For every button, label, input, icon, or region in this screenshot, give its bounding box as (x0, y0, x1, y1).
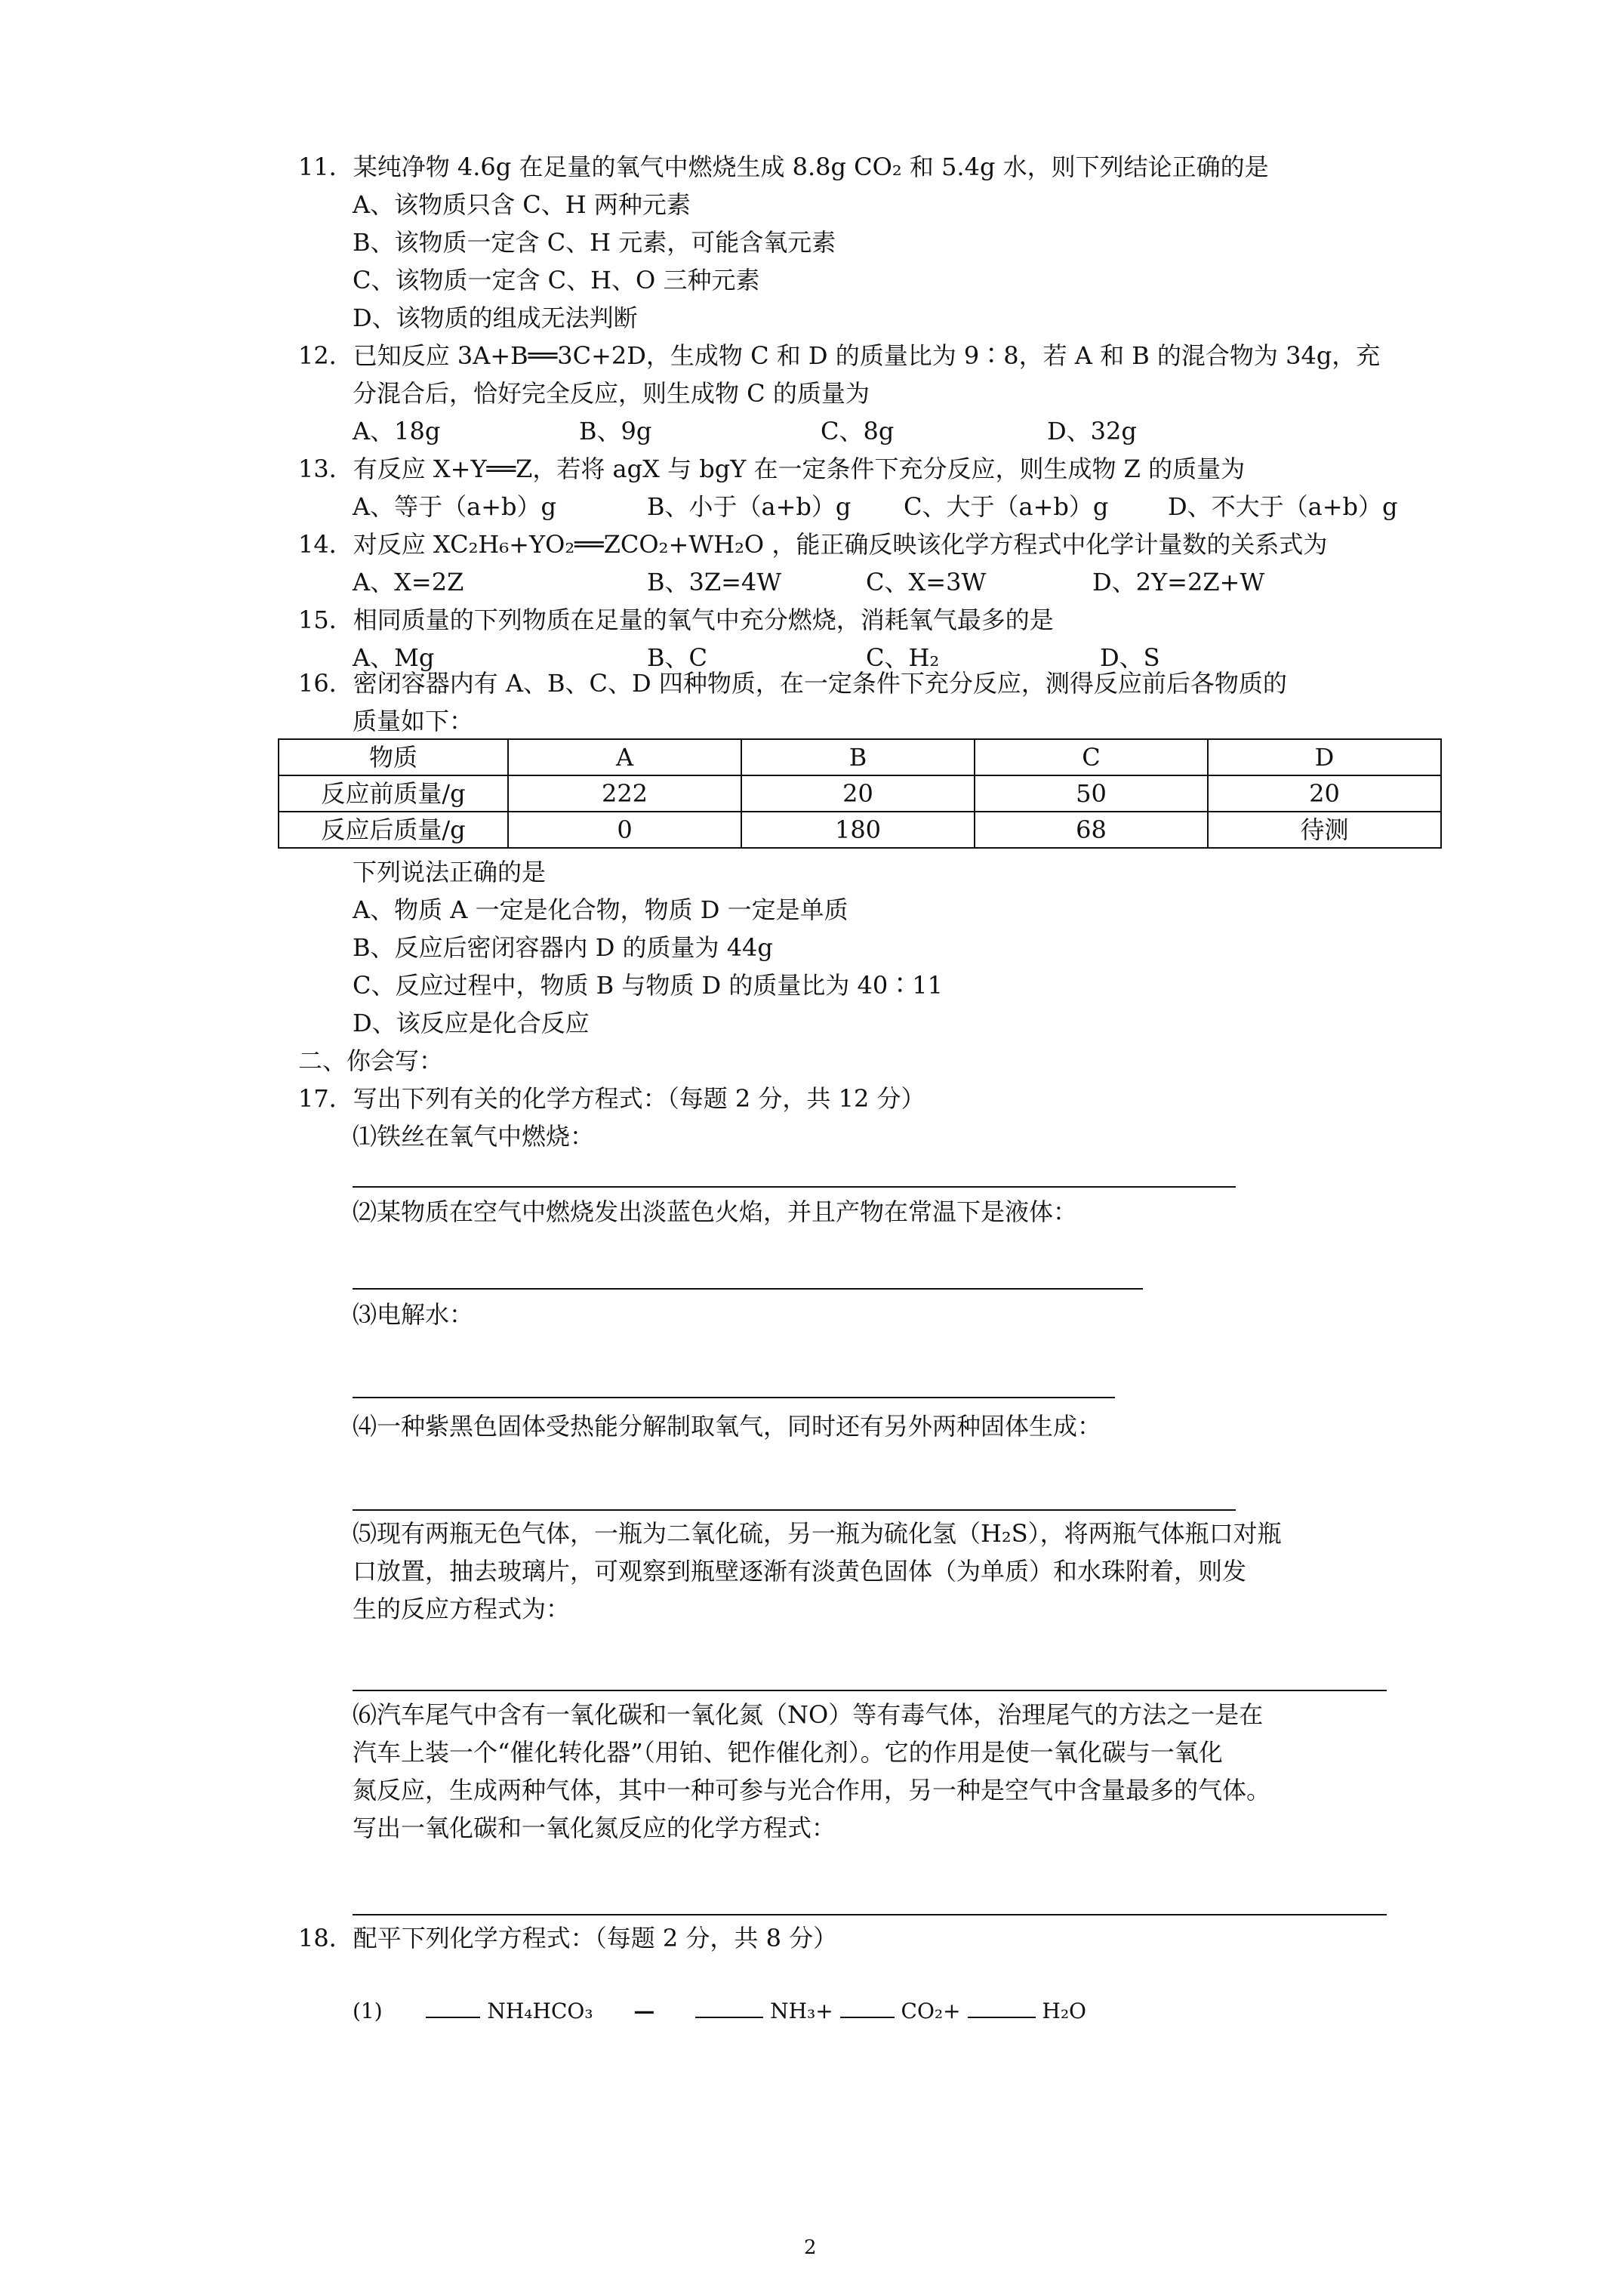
q14-option-b: B、3Z=4W (647, 568, 782, 596)
q15-option-c: C、H₂ (866, 643, 940, 672)
q17-part-6-line4: 写出一氧化碳和一氧化氮反应的化学方程式： (353, 1814, 836, 1842)
page-number: 2 (804, 2236, 817, 2259)
product-formula-2: CO₂+ (901, 1999, 961, 2023)
q17-part-4: ⑷一种紫黑色固体受热能分解制取氧气，同时还有另外两种固体生成： (353, 1412, 1102, 1441)
q17-part-3: ⑶电解水： (353, 1300, 474, 1329)
product-formula-1: NH₃+ (770, 1999, 833, 2023)
q13-option-a: A、等于（a+b）g (353, 492, 556, 521)
table-cell: 反应后质量/g (279, 812, 508, 848)
coefficient-blank-2[interactable] (695, 1991, 763, 2018)
table-header-cell: D (1208, 739, 1441, 775)
table-cell: 反应前质量/g (279, 775, 508, 812)
q13-option-c: C、大于（a+b）g (904, 492, 1109, 521)
table-cell: 20 (1208, 775, 1441, 812)
q16-option-d: D、该反应是化合反应 (353, 1009, 590, 1037)
q12-option-c: C、8g (821, 417, 895, 445)
q17-part-6-line1: ⑹汽车尾气中含有一氧化碳和一氧化氮（NO）等有毒气体，治理尾气的方法之一是在 (353, 1700, 1264, 1729)
table-row (279, 812, 1441, 848)
q16-option-c: C、反应过程中，物质 B 与物质 D 的质量比为 40∶11 (353, 971, 943, 1000)
table-cell: 0 (508, 812, 741, 848)
q14-option-a: A、X=2Z (353, 568, 464, 596)
q16-option-a: A、物质 A 一定是化合物，物质 D 一定是单质 (353, 895, 848, 924)
table-cell: 180 (741, 812, 975, 848)
product-formula-3: H₂O (1042, 1999, 1087, 2023)
q17-part-5-line3: 生的反应方程式为： (353, 1595, 571, 1623)
q16-option-b: B、反应后密闭容器内 D 的质量为 44g (353, 933, 773, 962)
q18-stem: 18．配平下列化学方程式：（每题 2 分，共 8 分） (298, 1924, 838, 1952)
answer-line-1[interactable] (353, 1186, 1236, 1188)
reactant-formula: NH₄HCO₃ (487, 1999, 593, 2023)
q12-option-d: D、32g (1047, 417, 1137, 445)
q17-part-5-line1: ⑸现有两瓶无色气体，一瓶为二氧化硫，另一瓶为硫化氢（H₂S），将两瓶气体瓶口对瓶 (353, 1519, 1282, 1548)
table-cell: 待测 (1208, 812, 1441, 848)
q12-stem-line1: 12．已知反应 3A+B══3C+2D，生成物 C 和 D 的质量比为 9∶8，若 A 和 B 的混合物为 34g，充 (298, 341, 1381, 370)
q16-stem-line2: 质量如下： (353, 707, 474, 735)
q12-stem-line2: 分混合后，恰好完全反应，则生成物 C 的质量为 (353, 379, 870, 408)
table-cell: 68 (975, 812, 1208, 848)
table-header-row (279, 739, 1441, 775)
mass-table (278, 738, 1442, 849)
answer-line-3[interactable] (353, 1397, 1115, 1398)
q11-option-c: C、该物质一定含 C、H、O 三种元素 (353, 266, 760, 294)
q17-part-1: ⑴铁丝在氧气中燃烧： (353, 1122, 595, 1151)
coefficient-blank-3[interactable] (840, 1991, 895, 2018)
q16-stem-line1: 16．密闭容器内有 A、B、C、D 四种物质，在一定条件下充分反应，测得反应前后各物质的 (298, 669, 1287, 698)
q13-stem: 13．有反应 X+Y══Z，若将 agX 与 bgY 在一定条件下充分反应，则生成物 Z 的质量为 (298, 455, 1246, 483)
q17-part-2: ⑵某物质在空气中燃烧发出淡蓝色火焰，并且产物在常温下是液体： (353, 1197, 1078, 1226)
table-header-cell: C (975, 739, 1208, 775)
table-header-cell: A (508, 739, 741, 775)
table-cell: 222 (508, 775, 741, 812)
q11-option-d: D、该物质的组成无法判断 (353, 304, 638, 332)
coefficient-blank-4[interactable] (968, 1991, 1036, 2018)
table-header-cell: B (741, 739, 975, 775)
section-heading: 二、你会写： (298, 1046, 444, 1075)
q13-option-b: B、小于（a+b）g (647, 492, 852, 521)
q15-option-b: B、C (647, 643, 708, 672)
q17-part-5-line2: 口放置，抽去玻璃片，可观察到瓶壁逐渐有淡黄色固体（为单质）和水珠附着，则发 (353, 1557, 1247, 1586)
answer-line-2[interactable] (353, 1288, 1143, 1290)
table-cell: 20 (741, 775, 975, 812)
q17-stem: 17．写出下列有关的化学方程式：（每题 2 分，共 12 分） (298, 1084, 925, 1113)
q11-stem: 11．某纯净物 4.6g 在足量的氧气中燃烧生成 8.8g CO₂ 和 5.4g 水，则下列结论正确的是 (298, 153, 1269, 181)
q14-option-c: C、X=3W (866, 568, 987, 596)
q16-after-text: 下列说法正确的是 (353, 858, 547, 886)
equation-label: (1) (353, 1999, 383, 2023)
q18-equation (353, 1991, 1086, 2029)
q17-part-6-line3: 氮反应，生成两种气体，其中一种可参与光合作用，另一种是空气中含量最多的气体。 (353, 1776, 1271, 1804)
coefficient-blank-1[interactable] (426, 1991, 480, 2018)
answer-line-6[interactable] (353, 1914, 1387, 1915)
answer-line-4[interactable] (353, 1509, 1236, 1511)
q12-option-b: B、9g (579, 417, 652, 445)
q15-stem: 15．相同质量的下列物质在足量的氧气中充分燃烧，消耗氧气最多的是 (298, 606, 1054, 634)
q11-option-b: B、该物质一定含 C、H 元素，可能含氧元素 (353, 228, 836, 257)
equation-arrow: — (633, 1999, 655, 2023)
table-header-cell: 物质 (279, 739, 508, 775)
q15-option-d: D、S (1100, 643, 1160, 672)
q14-option-d: D、2Y=2Z+W (1092, 568, 1265, 596)
q15-option-a: A、Mg (353, 643, 435, 672)
q14-stem: 14．对反应 XC₂H₆+YO₂══ZCO₂+WH₂O ，能正确反映该化学方程式中化学计量数的关系式为 (298, 530, 1328, 559)
q12-option-a: A、18g (353, 417, 441, 445)
table-cell: 50 (975, 775, 1208, 812)
q17-part-6-line2: 汽车上装一个“催化转化器”（用铂、钯作催化剂）。它的作用是使一氧化碳与一氧化 (353, 1738, 1223, 1767)
q11-option-a: A、该物质只含 C、H 两种元素 (353, 190, 691, 219)
q13-option-d: D、不大于（a+b）g (1168, 492, 1398, 521)
table-row (279, 775, 1441, 812)
answer-line-5[interactable] (353, 1690, 1387, 1691)
